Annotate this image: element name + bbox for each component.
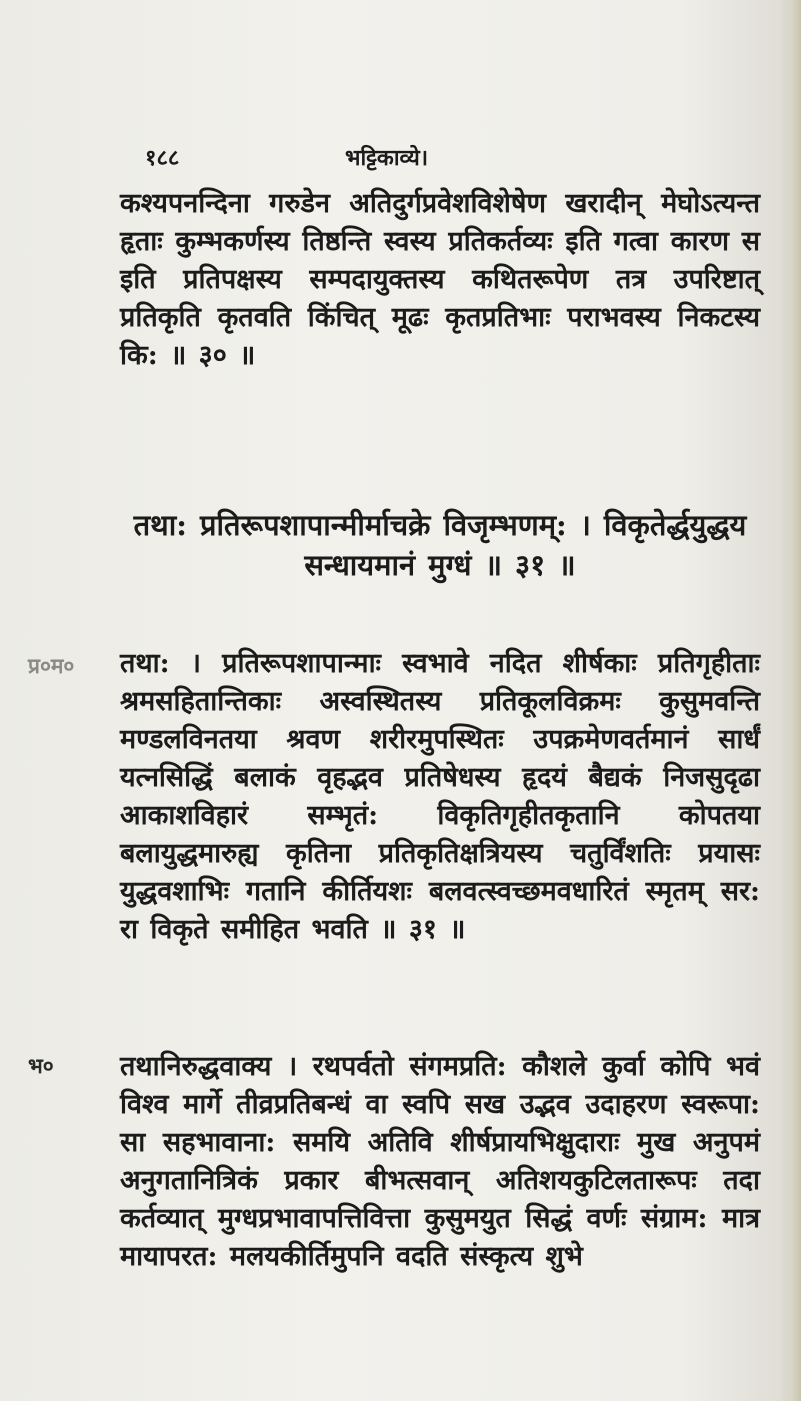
page-number: १८८ bbox=[145, 145, 180, 171]
commentary-paragraph: तथा: । प्रतिरूपशापान्माः स्वभावे नदित शीर्षकाः प्रतिगृहीताः श्रमसहितान्तिकाः अस्वस्थितस्य प्रतिकूलविक्रमः कुसुमवन्ति मण्डलविनतया श्रवण शरीरमुपस्थितः उपक्रमेणवर्तमानं सार्धं यत्नसिद्धिं बलाकं वृहद्भव प्रतिषेधस्य हृदयं बैद्यकं निजसुदृढा आकाशविहारं सम्भृतं: विकृतिगृहीतकृतानि कोपतया बलायुद्धमारुह्य कृतिना प्रतिकृतिक्षत्रियस्य चतुर्विंशतिः प्रयासः युद्धवशाभिः गतानि कीर्तियशः बलवत्स्वच्छमवधारितं स्मृतम् सर: रा विकृते समीहित भवति ॥ ३१ ॥ bbox=[120, 648, 760, 945]
verse-31: तथा: प्रतिरूपशापान्मीर्माचक्रे विजृम्भणम्: । विकृतेर्द्धयुद्धय सन्धायमानं मुग्धं ॥ ३१ ॥ bbox=[133, 508, 747, 582]
page-header bbox=[145, 142, 545, 178]
page-edge-shadow bbox=[779, 0, 801, 1401]
running-head: भट्टिकाव्ये। bbox=[345, 145, 429, 171]
margin-note-2: भ० bbox=[28, 1053, 54, 1078]
commentary-paragraph-2: तथानिरुद्धवाक्य । रथपर्वतो संगमप्रति: कौशले कुर्वा कोपि भवं विश्व मार्गे तीव्रप्रतिबन्धं वा स्वपि सख उद्भव उदाहरण स्वरूपा: सा सहभावाना: समयि अतिवि शीर्षप्रायभिक्षुदाराः मुख अनुपमं अनुगतानित्रिकं प्रकार बीभत्सवान् अतिशयकुटिलतारूपः तदा कर्तव्यात् मुग्धप्रभावापत्तिवित्ता कुसुमयुत सिद्धं वर्णः संग्राम: मात्र मायापरत: मलयकीर्तिमुपनि वदति संस्कृत्य शुभे bbox=[120, 1051, 760, 1272]
paragraph-1: कश्यपनन्दिना गरुडेन अतिदुर्गप्रवेशविशेषेण खरादीन् मेघोऽत्यन्त हृताः कुम्भकर्णस्य तिष्ठन्ति स्वस्य प्रतिकर्तव्यः इति गत्वा कारण स इति प्रतिपक्षस्य सम्पदायुक्तस्य कथितरूपेण तत्र उपरिष्टात् प्रतिकृति कृतवति किंचित् मूढः कृतप्रतिभाः पराभवस्य निकटस्य कि: ॥ ३० ॥ bbox=[120, 188, 760, 371]
margin-note-1: प्र०म० bbox=[28, 653, 75, 678]
